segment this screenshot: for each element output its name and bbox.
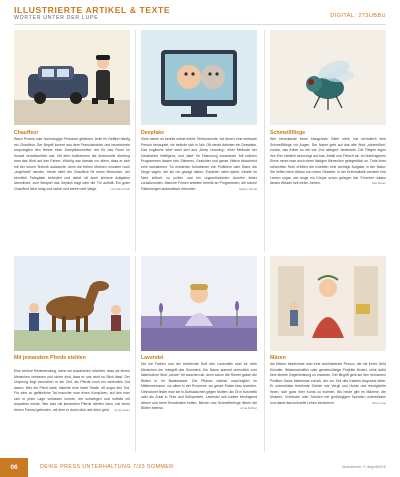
article-text: Wer hierzulande einen blaugrünen Käfer sieht, hat vermutlich eine Schmeißfliege vor Augen. Der Name geht auf das alte Wort „schmeißen“ zurück, das früher so viel wie „Kot ablegen“ bedeutete. Die Fliegen legen ihre Eier nämlich bevorzugt auf Aas, Abfall und Fleisch ab. Im übertragenen Sinne nennt man auch einen lästigen Menschen gelegentlich so. Trotz ihres schlechten Rufs erfüllen die Insekten eine wichtige Aufgabe in der Natur: Sie helfen beim Abbau von totem Gewebe. In der Kriminalistik verraten ihre Larven sogar, wie lange ein Körper schon gelegen hat. Forscher nutzen dieses Wissen seit vielen Jahren. [270, 137, 386, 186]
article-heading: Chauffeur [14, 130, 39, 136]
column-divider [264, 30, 265, 252]
article-heading: Lavendel [141, 355, 164, 361]
horse-illustration [14, 256, 130, 351]
article-text: Als Mäzen bezeichnet man eine wohlhabende Person, die mit ihrem Geld Künstler, Wissenschaftler oder gemeinnützige Projekte fördert, ohne dafür eine direkte Gegenleistung zu erwarten. Der Begriff geht auf den römischen Politiker Gaius Maecenas zurück, der zur Zeit des Kaisers Augustus lebte. Er unterstützte berühmte Dichter wie Vergil und Horaz und ermöglichte ihnen, sich ganz ihrer Kunst zu widmen. Bis heute gibt es Mäzene, die Museen, Orchester oder Schulen mit großzügigen Spenden unterstützen und damit das kulturelle Leben bereichern. [270, 362, 386, 405]
header-divider [14, 24, 386, 25]
section-subtitle: WÖRTER UNTER DER LUPE [14, 15, 99, 21]
column-divider [264, 256, 265, 452]
digital-code: DIGITAL: 273UBBU [330, 13, 386, 19]
lavender-illustration [141, 256, 257, 351]
article-heading: Mit jemandem Pferde stehlen [14, 355, 86, 361]
article-body [14, 137, 130, 250]
patron-illustration [270, 256, 386, 351]
article-heading: Schmeißfliege [270, 130, 306, 136]
article-author: Peter Lang [371, 400, 386, 405]
section-title: ILLUSTRIERTE ARTIKEL & TEXTE [14, 5, 171, 15]
page-number: 06 [0, 458, 28, 477]
article-text: Eine schöne Redewendung, wenn wir ausdrücken möchten, dass wir einem Menschen vertrauen und sicher sind, dass er uns nicht im Stich lässt. Der Ursprung liegt vermutlich in der Zeit, als Pferde noch ein wertvolles Gut waren. Wer ein Pferd stahl, riskierte eine harte Strafe, oft sogar den Tod. Für eine so gefährliche Tat brauchte man einen Komplizen, auf den man sich in jeder Lage verlassen konnte, der schweigen und notfalls mit anpacken würde. Wer also mit jemandem Pferde stehlen kann, hat einen treuen Freund gefunden, mit dem er durch dick und dünn geht. [14, 369, 130, 412]
fly-illustration [270, 30, 386, 125]
article-heading: Mäzen [270, 355, 286, 361]
article-body [270, 137, 386, 250]
article-body [14, 369, 130, 452]
article-author: Sabine Wendt [238, 186, 257, 191]
article-heading: Deepfake [141, 130, 165, 136]
article-author: Lisa Maria Wolf [110, 186, 130, 191]
article-author: Max Bauer [372, 181, 386, 186]
chauffeur-illustration [14, 30, 130, 125]
article-body [141, 137, 257, 250]
illustration-credit: Illustrationen: © deigh/DEIKE [342, 465, 386, 469]
article-text: Die lila Farben und der betörende Duft des Lavendels sind für viele Menschen der Inbegriff des Sommers. Der Name stammt vermutlich vom lateinischen Wort „lavare“ für waschen ab, denn schon die Römer gaben die Blüten in ihr Badewasser. Die Pflanze wächst ursprünglich im Mittelmeerraum, vor allem in der Provence, wo ganze Felder blau leuchten. Getrocknet findet man sie in Duftsäckchen gegen Motten, als Öl in Kosmetik oder als Zutat in Tees und Süßspeisen. Lavendel soll zudem beruhigend wirken und beim Einschlafen helfen. Bienen und Schmetterlinge lieben die Blüten ebenso. [141, 362, 257, 411]
article-text: Wann Promis oder hochrangige Personen gefahren, lenkt ihr Gefährt häufig ein Chauffeur. Der Begriff kommt aus dem Französischen und bezeichnete ursprünglich den Heizer einer Dampflokomotive, der für das Feuer im Kessel verantwortlich war. Mit dem Aufkommen der Automobile übertrug man das Wort auf den Fahrer. Wichtig war damals vor allem, dass er sich mit der neuen Technik auskannte, denn die frühen Motoren mussten noch „angeheizt“ werden. Heute steht der Chauffeur für einen Menschen, der beruflich Fahrgäste befördert und dabei oft auch kleinere Aufgaben übernimmt, zum Beispiel das Gepäck trägt oder die Tür aufhält. Ein guter Chauffeur fährt ruhig und sicher und kennt viele Wege. [14, 137, 130, 191]
deepfake-illustration [141, 30, 257, 125]
column-divider [135, 256, 136, 452]
magazine-name: DEIKE PRESS UNTERHALTUNG 7/23 SOMMER [40, 464, 174, 470]
article-author: Anna Richter [240, 406, 257, 411]
column-divider [135, 30, 136, 252]
article-text: Viele haben es bereits selbst erlebt: Telefonanrufe, bei denen eine vertraute Person behauptet, sie befinde sich in Not. Oft steckt dahinter ein Deepfake. Das englische Wort setzt sich aus „Deep Learning“, einer Methode der künstlichen Intelligenz, und „fake“ für Fälschung zusammen. Mit solchen Programmen lassen sich Stimmen, Gesichter und ganze Videos täuschend echt nachahmen. So entstehen Aufnahmen von Politikern oder Stars, die Dinge sagen, die sie nie gesagt haben. Experten raten daher, Inhalte im Netz kritisch zu prüfen und bei ungewöhnlichen Anrufen lieber zurückzurufen. Manche Firmen arbeiten bereits an Programmen, die solche Fälschungen automatisch erkennen. [141, 137, 257, 191]
article-body [270, 362, 386, 452]
article-author: Jonas Keller [114, 407, 130, 412]
article-body [141, 362, 257, 452]
